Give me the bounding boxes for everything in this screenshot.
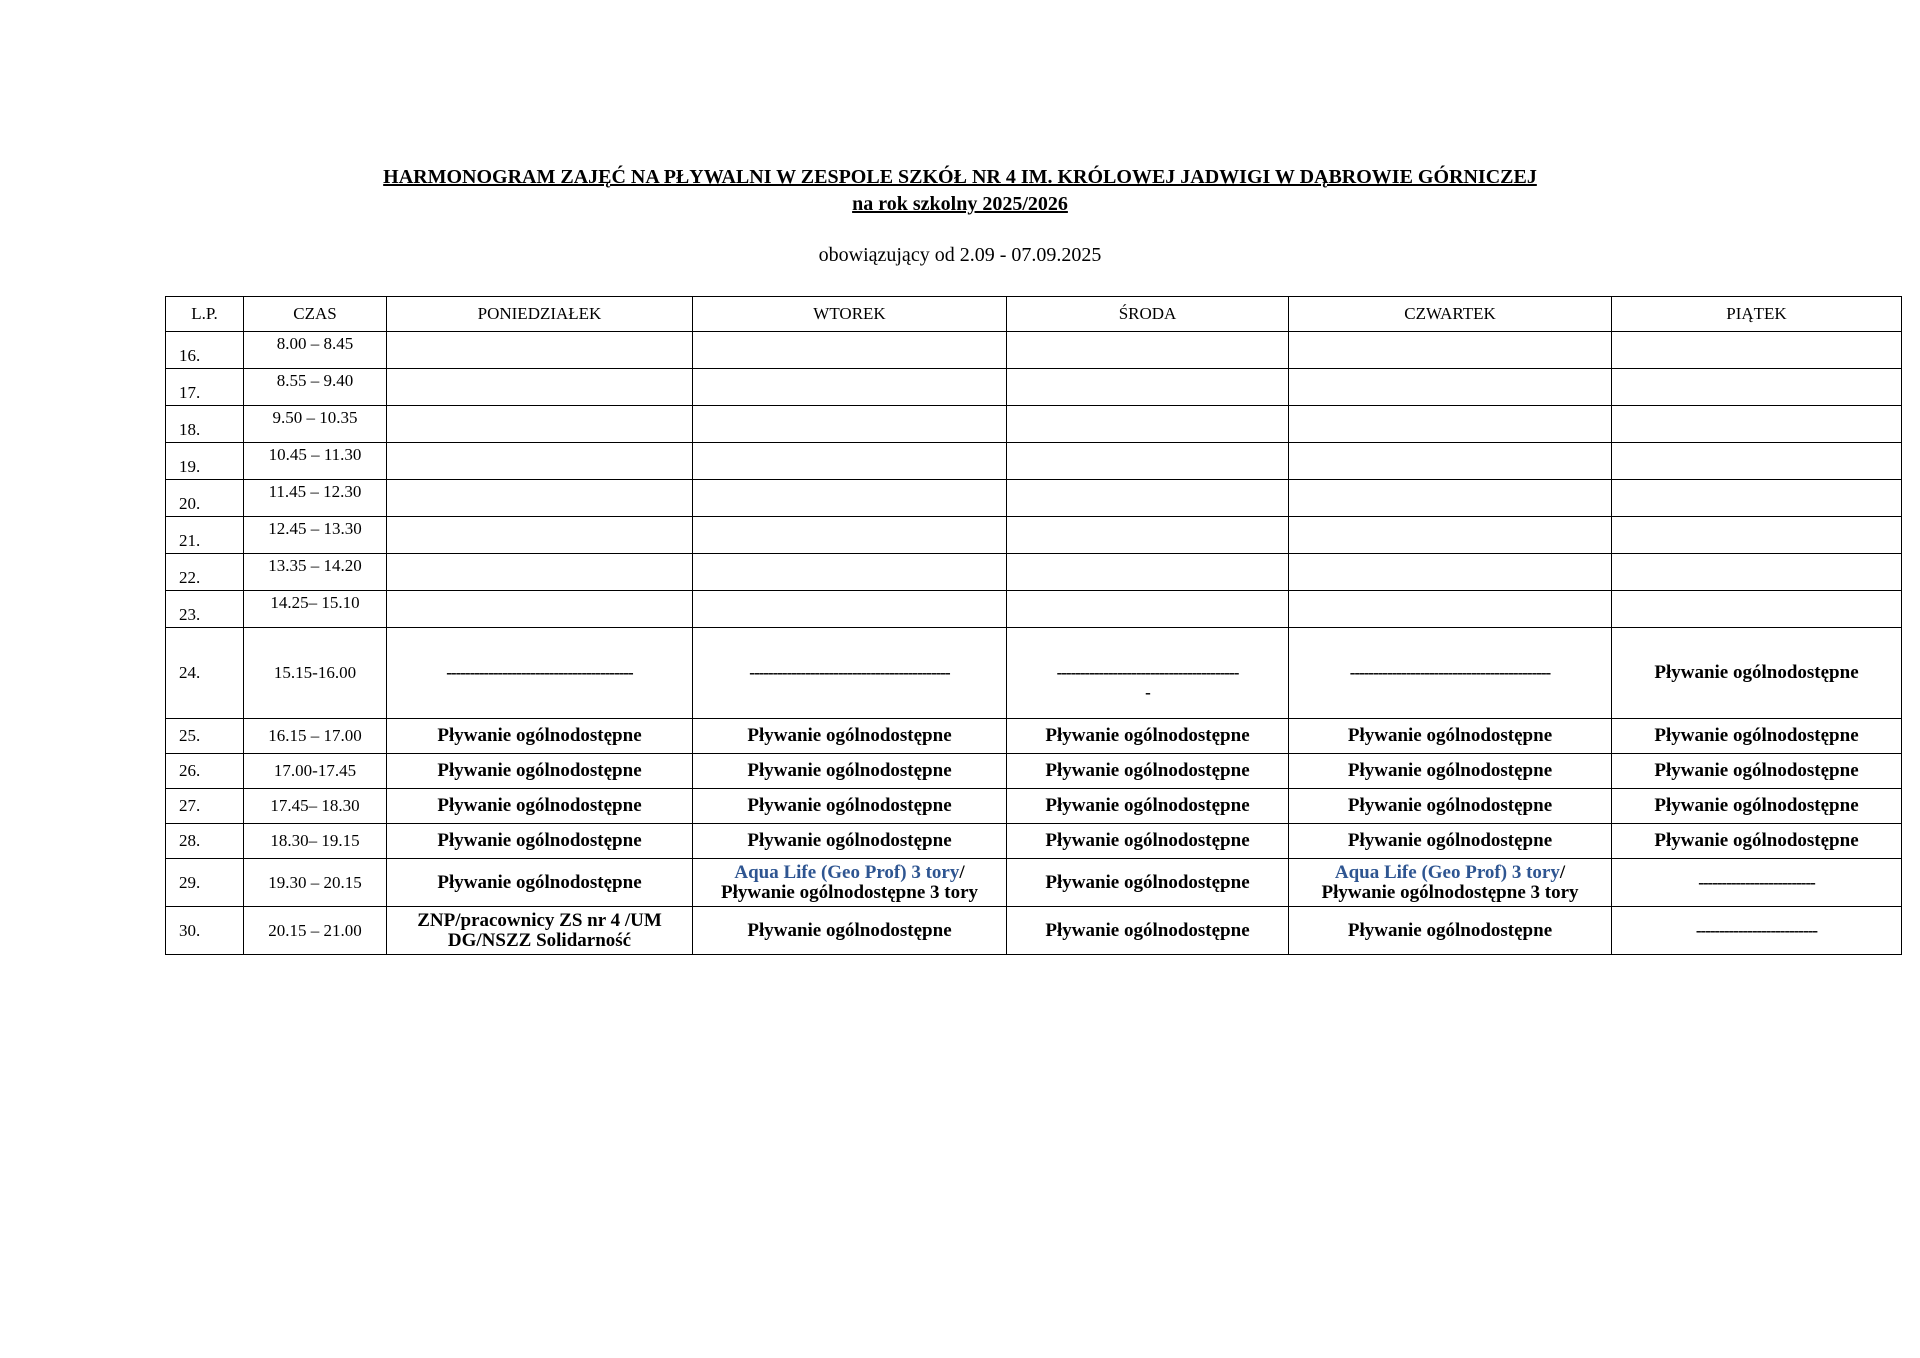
cell-thursday [1289, 554, 1612, 591]
cell-time: 17.00-17.45 [244, 754, 387, 789]
cell-tuesday [693, 907, 1007, 955]
activity-label: Pływanie ogólnodostępne [747, 760, 952, 781]
table-row [166, 332, 1902, 369]
cell-lp: 19. [166, 443, 244, 480]
header-tuesday: WTOREK [693, 297, 1007, 332]
table-row [166, 517, 1902, 554]
header-czas: CZAS [244, 297, 387, 332]
cell-monday [387, 907, 693, 955]
table-row [166, 754, 1902, 789]
dash-placeholder: ------------------------------------------- [749, 663, 950, 682]
cell-lp: 30. [166, 907, 244, 955]
cell-friday [1612, 480, 1902, 517]
cell-lp: 17. [166, 369, 244, 406]
activity-label: Pływanie ogólnodostępne [1347, 919, 1553, 941]
table-row [166, 369, 1902, 406]
cell-tuesday [693, 406, 1007, 443]
cell-tuesday [693, 824, 1007, 859]
cell-monday [387, 789, 693, 824]
cell-monday [387, 754, 693, 789]
cell-tuesday [693, 554, 1007, 591]
dash-placeholder: --------------------------------------- [1056, 663, 1239, 682]
cell-wednesday [1007, 554, 1289, 591]
cell-tuesday [693, 517, 1007, 554]
cell-monday [387, 480, 693, 517]
cell-thursday [1289, 907, 1612, 955]
table-row [166, 443, 1902, 480]
cell-wednesday [1007, 517, 1289, 554]
table-row [166, 628, 1902, 719]
cell-thursday [1289, 517, 1612, 554]
cell-thursday [1289, 754, 1612, 789]
activity-label: Pływanie ogólnodostępne [747, 830, 952, 851]
cell-monday [387, 859, 693, 907]
cell-lp: 24. [166, 628, 244, 719]
table-row [166, 907, 1902, 955]
cell-friday [1612, 517, 1902, 554]
cell-monday [387, 554, 693, 591]
cell-tuesday [693, 719, 1007, 754]
header-friday: PIĄTEK [1612, 297, 1902, 332]
cell-time: 11.45 – 12.30 [244, 480, 387, 517]
cell-tuesday [693, 332, 1007, 369]
cell-tuesday [693, 591, 1007, 628]
cell-friday [1612, 859, 1902, 907]
cell-monday [387, 443, 693, 480]
cell-wednesday [1007, 332, 1289, 369]
cell-thursday [1289, 628, 1612, 719]
activity-label: Pływanie ogólnodostępne [1045, 919, 1250, 941]
cell-tuesday [693, 754, 1007, 789]
cell-friday [1612, 369, 1902, 406]
activity-label: Pływanie ogólnodostępne [1045, 830, 1250, 851]
cell-tuesday [693, 369, 1007, 406]
activity-line-2: DG/NSZZ Solidarność [447, 929, 632, 951]
cell-thursday [1289, 332, 1612, 369]
cell-thursday [1289, 591, 1612, 628]
table-row [166, 406, 1902, 443]
activity-label: Pływanie ogólnodostępne [437, 760, 642, 781]
dash-placeholder-wrap: - [1145, 683, 1150, 702]
cell-wednesday [1007, 824, 1289, 859]
cell-thursday [1289, 824, 1612, 859]
cell-lp: 20. [166, 480, 244, 517]
cell-thursday [1289, 789, 1612, 824]
cell-lp: 16. [166, 332, 244, 369]
cell-wednesday [1007, 754, 1289, 789]
cell-time: 12.45 – 13.30 [244, 517, 387, 554]
cell-time: 8.55 – 9.40 [244, 369, 387, 406]
activity-line-1: ZNP/pracownicy ZS nr 4 /UM [417, 909, 662, 931]
cell-friday [1612, 443, 1902, 480]
cell-friday [1612, 754, 1902, 789]
cell-friday [1612, 789, 1902, 824]
activity-label: Pływanie ogólnodostępne [1654, 795, 1859, 816]
activity-label: Pływanie ogólnodostępne [1347, 795, 1553, 816]
cell-wednesday [1007, 907, 1289, 955]
dash-placeholder: -------------------------- [1695, 920, 1818, 940]
table-row [166, 480, 1902, 517]
table-row [166, 859, 1902, 907]
cell-friday [1612, 907, 1902, 955]
slash-separator: / [959, 861, 965, 883]
cell-lp: 23. [166, 591, 244, 628]
cell-time: 10.45 – 11.30 [244, 443, 387, 480]
activity-label: Pływanie ogólnodostępne [1045, 795, 1250, 816]
cell-lp: 28. [166, 824, 244, 859]
activity-label: Pływanie ogólnodostępne [1045, 725, 1250, 746]
cell-wednesday [1007, 443, 1289, 480]
cell-monday [387, 406, 693, 443]
cell-time: 8.00 – 8.45 [244, 332, 387, 369]
cell-monday [387, 517, 693, 554]
activity-line-1 [693, 863, 1006, 883]
cell-tuesday [693, 628, 1007, 719]
activity-label: Pływanie ogólnodostępne [1654, 760, 1859, 781]
cell-thursday [1289, 369, 1612, 406]
schedule-table [165, 296, 1902, 955]
cell-time: 18.30– 19.15 [244, 824, 387, 859]
activity-label: Pływanie ogólnodostępne [1045, 871, 1250, 893]
cell-wednesday [1007, 591, 1289, 628]
cell-lp: 25. [166, 719, 244, 754]
cell-wednesday [1007, 859, 1289, 907]
cell-lp: 18. [166, 406, 244, 443]
cell-wednesday [1007, 719, 1289, 754]
table-row [166, 789, 1902, 824]
cell-friday [1612, 719, 1902, 754]
cell-friday [1612, 591, 1902, 628]
header-lp: L.P. [166, 297, 244, 332]
aqua-life-label: Aqua Life (Geo Prof) 3 tory [734, 861, 960, 883]
activity-line-2: Pływanie ogólnodostępne 3 tory [1321, 881, 1579, 903]
dash-placeholder: ------------------------- [1698, 872, 1815, 892]
cell-wednesday [1007, 406, 1289, 443]
activity-label: Pływanie ogólnodostępne [747, 795, 952, 816]
cell-monday [387, 824, 693, 859]
title-line-2: na rok szkolny 2025/2026 [852, 193, 1068, 215]
cell-monday [387, 332, 693, 369]
activity-label: Pływanie ogólnodostępne [1654, 662, 1859, 683]
cell-friday [1612, 554, 1902, 591]
cell-thursday [1289, 719, 1612, 754]
cell-time: 17.45– 18.30 [244, 789, 387, 824]
cell-time: 14.25– 15.10 [244, 591, 387, 628]
header-monday: PONIEDZIAŁEK [387, 297, 693, 332]
cell-lp: 27. [166, 789, 244, 824]
cell-lp: 29. [166, 859, 244, 907]
table-row [166, 591, 1902, 628]
dash-placeholder: ---------------------------------------- [446, 663, 633, 682]
dash-placeholder: ------------------------------------------- [1349, 663, 1551, 682]
cell-tuesday [693, 789, 1007, 824]
cell-lp: 21. [166, 517, 244, 554]
cell-time: 16.15 – 17.00 [244, 719, 387, 754]
cell-time: 13.35 – 14.20 [244, 554, 387, 591]
cell-wednesday [1007, 480, 1289, 517]
title-line-1: HARMONOGRAM ZAJĘĆ NA PŁYWALNI W ZESPOLE SZKÓŁ NR 4 IM. KRÓLOWEJ JADWIGI W DĄBROWIE GÓRNICZEJ [383, 166, 1537, 188]
activity-label: Pływanie ogólnodostępne [1654, 830, 1859, 851]
activity-label: Pływanie ogólnodostępne [747, 919, 952, 941]
activity-label: Pływanie ogólnodostępne [1347, 760, 1553, 781]
cell-friday [1612, 406, 1902, 443]
activity-label: Pływanie ogólnodostępne [747, 725, 952, 746]
activity-label: Pływanie ogólnodostępne [437, 725, 642, 746]
cell-friday [1612, 628, 1902, 719]
activity-label: Pływanie ogólnodostępne [1045, 760, 1250, 781]
cell-wednesday [1007, 789, 1289, 824]
cell-wednesday [1007, 628, 1289, 719]
activity-line-1 [1289, 863, 1611, 883]
activity-label: Pływanie ogólnodostępne [437, 830, 642, 851]
aqua-life-label: Aqua Life (Geo Prof) 3 tory [1334, 861, 1560, 883]
cell-friday [1612, 332, 1902, 369]
table-row [166, 824, 1902, 859]
cell-lp: 26. [166, 754, 244, 789]
cell-tuesday [693, 859, 1007, 907]
header-wednesday: ŚRODA [1007, 297, 1289, 332]
cell-wednesday [1007, 369, 1289, 406]
header-thursday: CZWARTEK [1289, 297, 1612, 332]
table-header-row [166, 297, 1902, 332]
cell-tuesday [693, 443, 1007, 480]
activity-label: Pływanie ogólnodostępne [437, 795, 642, 816]
cell-monday [387, 369, 693, 406]
cell-thursday [1289, 406, 1612, 443]
cell-monday [387, 719, 693, 754]
cell-lp: 22. [166, 554, 244, 591]
table-row [166, 554, 1902, 591]
activity-label: Pływanie ogólnodostępne [1347, 830, 1553, 851]
slash-separator: / [1559, 861, 1566, 883]
cell-thursday [1289, 480, 1612, 517]
cell-tuesday [693, 480, 1007, 517]
cell-monday [387, 628, 693, 719]
activity-label: Pływanie ogólnodostępne [1347, 725, 1553, 746]
activity-line-2: Pływanie ogólnodostępne 3 tory [720, 881, 979, 903]
cell-monday [387, 591, 693, 628]
cell-time: 9.50 – 10.35 [244, 406, 387, 443]
activity-label: Pływanie ogólnodostępne [1654, 725, 1859, 746]
cell-time: 19.30 – 20.15 [244, 859, 387, 907]
activity-label: Pływanie ogólnodostępne [437, 871, 642, 893]
table-row [166, 719, 1902, 754]
document-title [0, 164, 1920, 218]
cell-time: 20.15 – 21.00 [244, 907, 387, 955]
cell-time: 15.15-16.00 [244, 628, 387, 719]
cell-thursday [1289, 859, 1612, 907]
cell-thursday [1289, 443, 1612, 480]
validity-text: obowiązujący od 2.09 - 07.09.2025 [818, 244, 1102, 266]
cell-friday [1612, 824, 1902, 859]
